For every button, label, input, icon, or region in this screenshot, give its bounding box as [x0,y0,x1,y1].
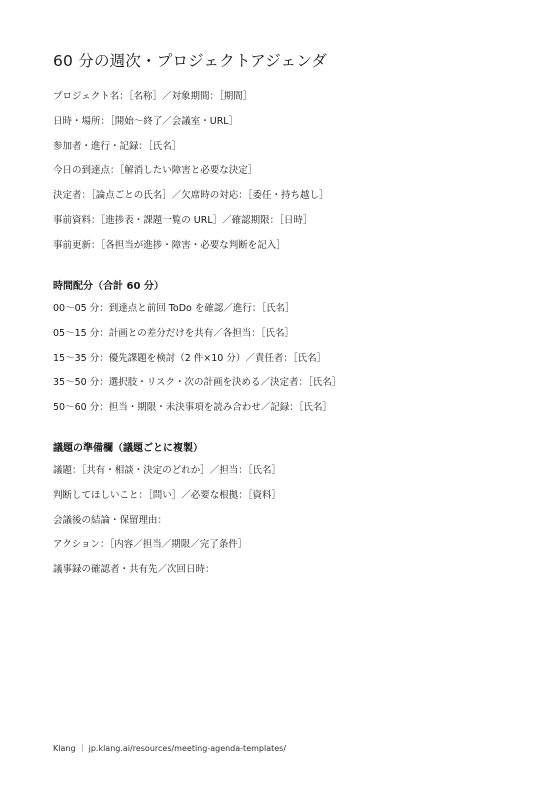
document-title: 60 分の週次・プロジェクトアジェンダ [53,52,328,70]
agenda-document [53,0,523,792]
topic-field-item: アクション：［内容／担当／期限／完了条件］ [53,539,248,551]
time-slot-item: 05〜15 分：計画との差分だけを共有／各担当：［氏名］ [53,327,294,339]
meeting-meta-section [53,91,523,265]
footer-source: Klang ｜ jp.klang.ai/resources/meeting-agenda-templates/ [53,744,287,753]
meta-goal-line: 今日の到達点：［解消したい障害と必要な決定］ [53,165,258,177]
meta-materials-line: 事前資料：［進捗表・課題一覧の URL］／確認期限：［日時］ [53,214,313,226]
time-slot-item: 35〜50 分：選択肢・リスク・次の計画を決める／決定者：［氏名］ [53,377,342,389]
topic-prep-heading: 議題の準備欄（議題ごとに複製） [53,443,203,454]
topic-field-item: 判断してほしいこと：［問い］／必要な根拠：［資料］ [53,489,282,501]
topic-field-item: 議題：［共有・相談・決定のどれか］／担当：［氏名］ [53,465,282,476]
meta-project-line: プロジェクト名：［名称］／対象期間：［期間］ [53,91,253,102]
time-slot-item: 50〜60 分：担当・期限・未決事項を読み合わせ／記録：［氏名］ [53,402,332,414]
meta-preupdate-line: 事前更新：［各担当が進捗・障害・必要な判断を記入］ [53,239,286,251]
time-allocation-heading: 時間配分（合計 60 分） [53,281,164,292]
topic-field-item: 会議後の結論・保留理由： [53,514,168,526]
time-slot-item: 00〜05 分：到達点と前回 ToDo を確認／進行：［氏名］ [53,303,295,314]
time-allocation-section [53,280,523,427]
topic-field-item: 議事録の確認者・共有先／次回日時： [53,564,215,576]
meta-datetime-line: 日時・場所：［開始〜終了／会議室・URL］ [53,115,239,127]
meta-decider-line: 決定者：［論点ごとの氏名］／欠席時の対応：［委任・持ち越し］ [53,190,329,202]
time-slot-item: 15〜35 分：優先課題を検討（2 件×10 分）／責任者：［氏名］ [53,352,327,364]
meta-participants-line: 参加者・進行・記録：［氏名］ [53,140,182,152]
topic-prep-section [53,442,523,589]
